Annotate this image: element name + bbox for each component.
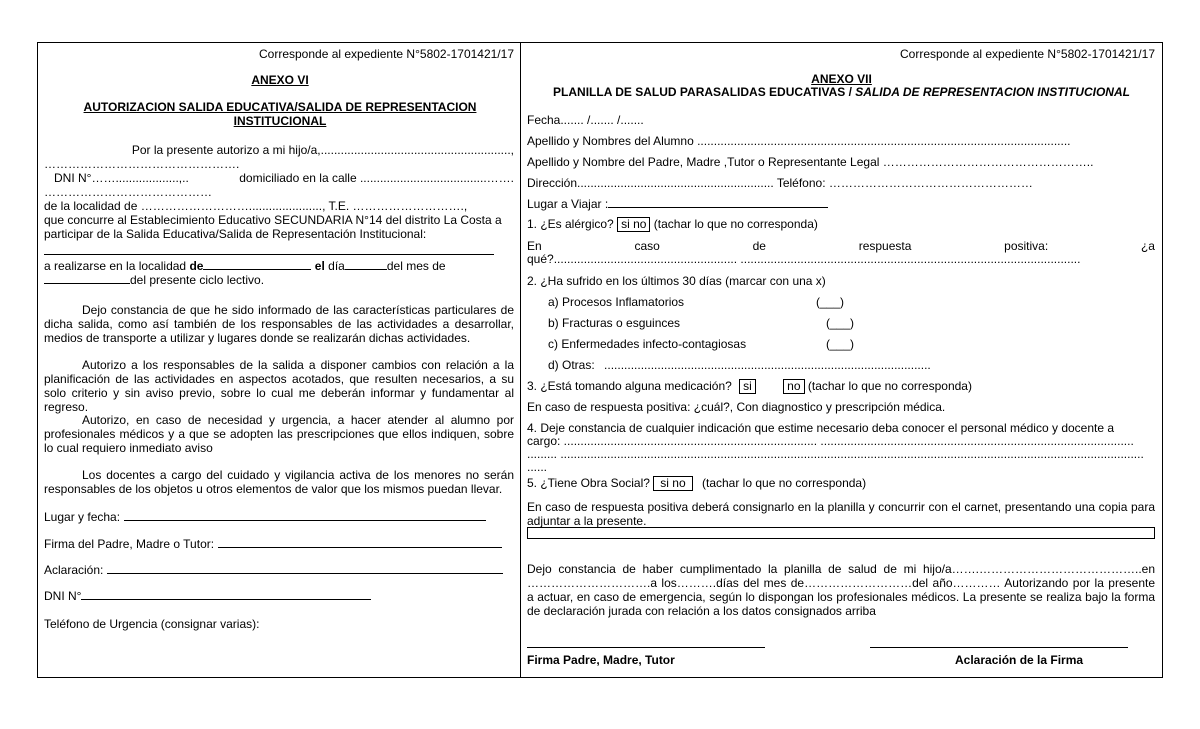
q2-item (548, 358, 1148, 372)
health-form-title-main: PLANILLA DE SALUD PARASALIDAS EDUCATIVAS / (553, 85, 852, 99)
paragraph-docentes: Los docentes a cargo del cuidado y vigilancia activa de los menores no serán responsables de los objetos u otros elementos de valor que los mismos puedan llevar. (44, 468, 514, 496)
q3-no-box[interactable]: no (783, 379, 804, 394)
aclaracion-row (44, 563, 514, 577)
right-anexo-title: ANEXO VII (811, 72, 872, 86)
q3-hint: (tachar lo que no corresponda) (807, 379, 972, 393)
paragraph-cambios: Autorizo a los responsables de la salida a disponer cambios con relación a la planificación de las actividades en aspectos acotados, que resulten necesarios, a su solo criterio y sin aviso previo, sobre lo cual me deberán informar y fundamentar al regreso. (44, 358, 514, 414)
q1-word: En (527, 239, 542, 253)
localidad-blank[interactable] (203, 259, 311, 270)
aclaracion-label: Aclaración: (44, 563, 104, 577)
dia-label: día (328, 259, 345, 273)
lugar-fecha-label: Lugar y fecha: (44, 510, 121, 524)
q1-yes-no-box[interactable]: si no (617, 217, 650, 232)
left-authorization-title-1: AUTORIZACION SALIDA EDUCATIVA/SALIDA DE REPRESENTACION (83, 100, 477, 114)
q2-mark[interactable]: (___) (826, 316, 855, 330)
de-label: de (189, 259, 204, 273)
q1-word: positiva: (1004, 239, 1049, 253)
intro-line-5: de la localidad de ………………………......................, T.E. ………………………., (44, 199, 468, 213)
q2-mark[interactable]: (___) (826, 337, 855, 351)
q3-label: 3. ¿Está tomando alguna medicación? (527, 379, 732, 393)
apellido-alumno-field: Apellido y Nombres del Alumno ................................................................................................................ (527, 134, 1071, 148)
lugar-fecha-blank[interactable] (124, 510, 486, 521)
lugar-viajar-label: Lugar a Viajar : (527, 197, 609, 211)
left-authorization-title-2: INSTITUCIONAL (233, 114, 327, 128)
el-label: el (314, 259, 325, 273)
question-3-row (527, 379, 1155, 394)
dni-blank[interactable] (81, 589, 371, 600)
firma-padre-line[interactable] (527, 647, 765, 648)
q2-item-label: a) Procesos Inflamatorios (548, 295, 685, 309)
dni-label: DNI N° (44, 589, 82, 603)
q2-item-label: b) Fracturas o esguinces (548, 316, 681, 330)
q2-item-label: d) Otras: (548, 358, 595, 372)
dni-row (44, 589, 514, 603)
q4-line-4: ...... (527, 460, 548, 474)
date-line-1 (44, 259, 514, 273)
question-4-label: 4. Deje constancia de cualquier indicación que estime necesario deba conocer el personal médico y docente a (527, 421, 1115, 435)
mes-label: del mes de (386, 259, 446, 273)
q1-follow-line-2: qué?....................................................... ...................................................................................................... (527, 252, 1081, 266)
mes-blank[interactable] (44, 273, 130, 284)
intro-line-4: …………………………………… (44, 185, 212, 199)
dni-fill: DNI N°……...................,.. (54, 171, 189, 185)
q4-line-3: ......... ............................................................................................................................................................................... (527, 447, 1144, 461)
q4-line-2: cargo: ............................................................................ .............................................................................................. (527, 434, 1134, 448)
fecha-field: Fecha....... /....... /....... (527, 113, 644, 127)
health-form-title-italic: SALIDA DE REPRESENTACION INSTITUCIONAL (855, 85, 1130, 99)
lugar-fecha-row (44, 510, 514, 524)
q5-label: 5. ¿Tiene Obra Social? (527, 476, 650, 490)
q5-hint: (tachar lo que no corresponda) (702, 476, 867, 490)
q1-word: ¿a (1140, 239, 1155, 253)
question-2-label: 2. ¿Ha sufrido en los últimos 30 días (marcar con una x) (527, 274, 826, 288)
q5-yes-no-box[interactable]: si no (653, 476, 692, 491)
q3-si-box[interactable]: si (739, 379, 756, 394)
q1-follow-line-1 (527, 239, 1155, 253)
apellido-padre-field: Apellido y Nombre del Padre, Madre ,Tutor o Representante Legal …………………………………………….. (527, 155, 1094, 169)
salida-description-line[interactable] (44, 254, 494, 255)
domicilio-fill: domiciliado en la calle ......................................……. (239, 171, 514, 185)
aclaracion-firma-line[interactable] (870, 647, 1128, 648)
q2-otras-fill[interactable]: .................................................................................................. (604, 358, 931, 372)
left-anexo-title: ANEXO VI (251, 73, 309, 87)
left-date-block (44, 259, 514, 287)
intro-line-7: participar de la Salida Educativa/Salida de Representación Institucional: (44, 227, 427, 241)
intro-line-3 (44, 171, 514, 185)
aclaracion-blank[interactable] (107, 563, 503, 574)
q2-item (548, 295, 1148, 309)
q1-word: caso (634, 239, 660, 253)
question-5-row (527, 476, 1155, 491)
question-1-row (527, 217, 1155, 232)
q1-label: 1. ¿Es alérgico? (527, 217, 614, 231)
q1-word: respuesta (858, 239, 912, 253)
paragraph-informado: Dejo constancia de que he sido informado de las características particulares de dicha salida, como así también de los responsables de las actividades a desarrollar, medios de transporte a utilizar y lugares donde se realizarán dichas actividades. (44, 303, 514, 345)
q2-item (548, 337, 1148, 351)
column-divider (520, 43, 521, 677)
aclaracion-firma-label: Aclaración de la Firma (955, 653, 1084, 667)
q2-item (548, 316, 1148, 330)
q2-item-label: c) Enfermedades infecto-contagiosas (548, 337, 747, 351)
document-sheet (37, 42, 1163, 678)
dia-blank[interactable] (345, 259, 387, 270)
constancia-paragraph: Dejo constancia de haber cumplimentado la planilla de salud de mi hijo/a…….…………………………………..en ………………………….a los……….días del mes de………………………del año………… Autorizando por la presente a actuar, en caso de emergencia, según lo dispongan los profesionales médicos. La presente se realiza bajo la forma de declaración jurada con relación a los datos consignados arriba (527, 562, 1155, 618)
localidad-label: a realizarse en la localidad (44, 259, 187, 273)
q2-mark[interactable]: (___) (816, 295, 845, 309)
intro-line-2: …………………………………………. (44, 157, 240, 171)
q1-word: de (752, 239, 766, 253)
firma-row (44, 537, 514, 551)
intro-line-6: que concurre al Establecimiento Educativo SECUNDARIA N°14 del distrito La Costa a (44, 213, 502, 227)
intro-line-1: Por la presente autorizo a mi hijo/a,........................................................., (131, 143, 514, 157)
ciclo-label: del presente ciclo lectivo. (130, 273, 265, 287)
left-expediente-ref: Corresponde al expediente N°5802-1701421/17 (259, 47, 514, 61)
firma-padre-label: Firma Padre, Madre, Tutor (527, 653, 675, 667)
direccion-telefono-field: Dirección........................................................... Teléfono: …………………………………………… (527, 176, 1033, 190)
right-expediente-ref: Corresponde al expediente N°5802-1701421/17 (900, 47, 1155, 61)
paragraph-urgencia: Autorizo, en caso de necesidad y urgencia, a hacer atender al alumno por profesionales médicos y a que se adopten las prescripciones que ellos indiquen, sobre lo cual requiero inmediato aviso (44, 413, 514, 455)
q5-follow: En caso de respuesta positiva deberá consignarlo en la planilla y concurrir con el carnet, presentando una copia para adjuntar a la presente. (527, 500, 1155, 528)
firma-label: Firma del Padre, Madre o Tutor: (44, 537, 215, 551)
left-intro-block (44, 143, 514, 241)
obra-social-input[interactable] (527, 527, 1155, 539)
q1-hint: (tachar lo que no corresponda) (653, 217, 818, 231)
q3-follow: En caso de respuesta positiva: ¿cuál?, Con diagnostico y prescripción médica. (527, 400, 946, 414)
firma-blank[interactable] (218, 537, 502, 548)
telefono-urgencia-label: Teléfono de Urgencia (consignar varias): (44, 617, 260, 631)
lugar-viajar-blank[interactable] (608, 197, 828, 208)
lugar-viajar-row (527, 197, 1155, 211)
date-line-2 (44, 273, 514, 287)
health-form-title (528, 85, 1155, 99)
